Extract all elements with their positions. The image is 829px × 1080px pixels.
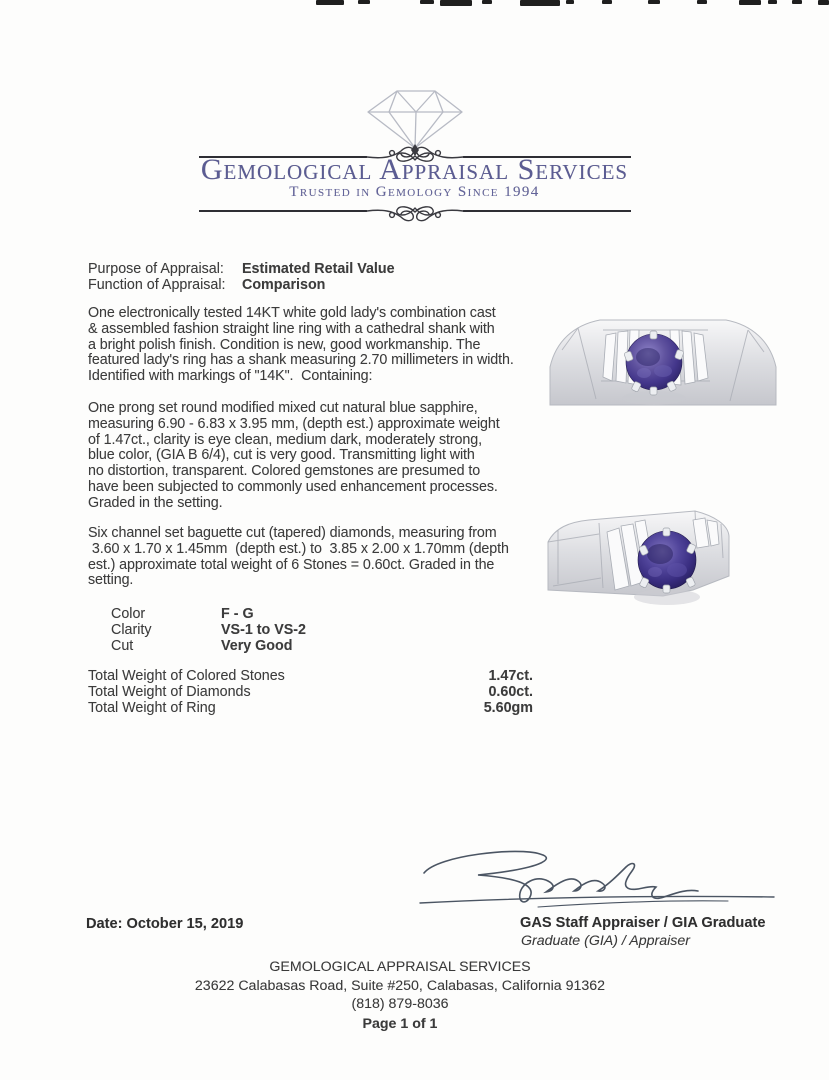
meta-value: Estimated Retail Value xyxy=(242,261,395,277)
appraisal-date: Date: October 15, 2019 xyxy=(86,916,244,932)
ring-description-paragraph xyxy=(88,306,514,385)
diamond-icon xyxy=(359,84,471,152)
meta-label: Function of Appraisal: xyxy=(88,276,226,293)
text-line: blue color, (GIA B 6/4), cut is very good. Transmitting light with xyxy=(88,447,475,464)
signer-credential: Graduate (GIA) / Appraiser xyxy=(521,933,691,949)
total-label: Total Weight of Ring xyxy=(88,700,216,717)
total-row xyxy=(88,700,533,716)
footer xyxy=(0,958,800,1033)
grade-label: Color xyxy=(111,606,146,622)
total-value: 5.60gm xyxy=(483,700,533,717)
grade-label: Clarity xyxy=(111,622,152,638)
text-line: Graded in the setting. xyxy=(88,494,223,511)
grade-row xyxy=(111,622,306,638)
totals-table xyxy=(88,668,533,717)
ornamental-rule-bottom xyxy=(199,200,631,224)
grade-row xyxy=(111,606,306,622)
ring-photo-front xyxy=(548,305,778,410)
meta-value: Comparison xyxy=(242,276,326,293)
footer-phone: (818) 879-8036 xyxy=(351,996,449,1012)
sapphire-description-paragraph xyxy=(88,401,500,512)
text-line: setting. xyxy=(88,572,134,589)
text-line: Six channel set baguette cut (tapered) diamonds, measuring from xyxy=(88,525,497,541)
grade-label: Cut xyxy=(111,638,134,654)
text-line: of 1.47ct., clarity is eye clean, medium dark, moderately strong, xyxy=(88,431,482,448)
total-label: Total Weight of Colored Stones xyxy=(88,668,285,684)
text-line: One prong set round modified mixed cut natural blue sapphire, xyxy=(88,400,478,416)
appraisal-meta xyxy=(88,262,395,293)
text-line: no distortion, transparent. Colored gemstones are presumed to xyxy=(88,463,481,480)
text-line: est.) approximate total weight of 6 Stones = 0.60ct. Graded in the xyxy=(88,556,495,573)
diamond-description-paragraph xyxy=(88,526,509,589)
diamond-grades-table xyxy=(111,606,306,654)
meta-row xyxy=(88,278,395,294)
text-line: Identified with markings of "14K". Containing: xyxy=(88,368,373,385)
total-value: 1.47ct. xyxy=(488,668,533,684)
total-value: 0.60ct. xyxy=(488,684,533,701)
meta-label: Purpose of Appraisal: xyxy=(88,261,224,277)
footer-address: 23622 Calabasas Road, Suite #250, Calabasas, California 91362 xyxy=(194,977,606,994)
logo-title: Gemological Appraisal Services xyxy=(200,153,629,186)
total-label: Total Weight of Diamonds xyxy=(88,684,251,701)
text-line: a bright polish finish. Condition is new, good workmanship. The xyxy=(88,336,481,353)
total-row xyxy=(88,668,533,684)
total-row xyxy=(88,684,533,700)
ring-photo-angled xyxy=(545,498,735,623)
appraiser-signature xyxy=(418,845,776,911)
grade-row xyxy=(111,638,306,654)
grade-value: Very Good xyxy=(221,638,293,654)
page-number: Page 1 of 1 xyxy=(362,1015,438,1032)
signer-title: GAS Staff Appraiser / GIA Graduate xyxy=(520,915,766,931)
text-line: have been subjected to commonly used enhancement processes. xyxy=(88,478,498,495)
grade-value: VS-1 to VS-2 xyxy=(221,622,307,638)
text-line: & assembled fashion straight line ring with a cathedral shank with xyxy=(88,320,495,337)
footer-company: GEMOLOGICAL APPRAISAL SERVICES xyxy=(269,959,531,975)
text-line: 3.60 x 1.70 x 1.45mm (depth est.) to 3.85 x 2.00 x 1.70mm (depth xyxy=(88,540,509,557)
text-line: measuring 6.90 - 6.83 x 3.95 mm, (depth est.) approximate weight xyxy=(88,415,500,432)
text-line: featured lady's ring has a shank measuring 2.70 millimeters in width. xyxy=(88,352,514,369)
text-line: One electronically tested 14KT white gold lady's combination cast xyxy=(88,305,496,321)
meta-row xyxy=(88,262,395,278)
logo-tagline: Trusted in Gemology Since 1994 xyxy=(289,184,540,200)
grade-value: F - G xyxy=(221,606,254,622)
